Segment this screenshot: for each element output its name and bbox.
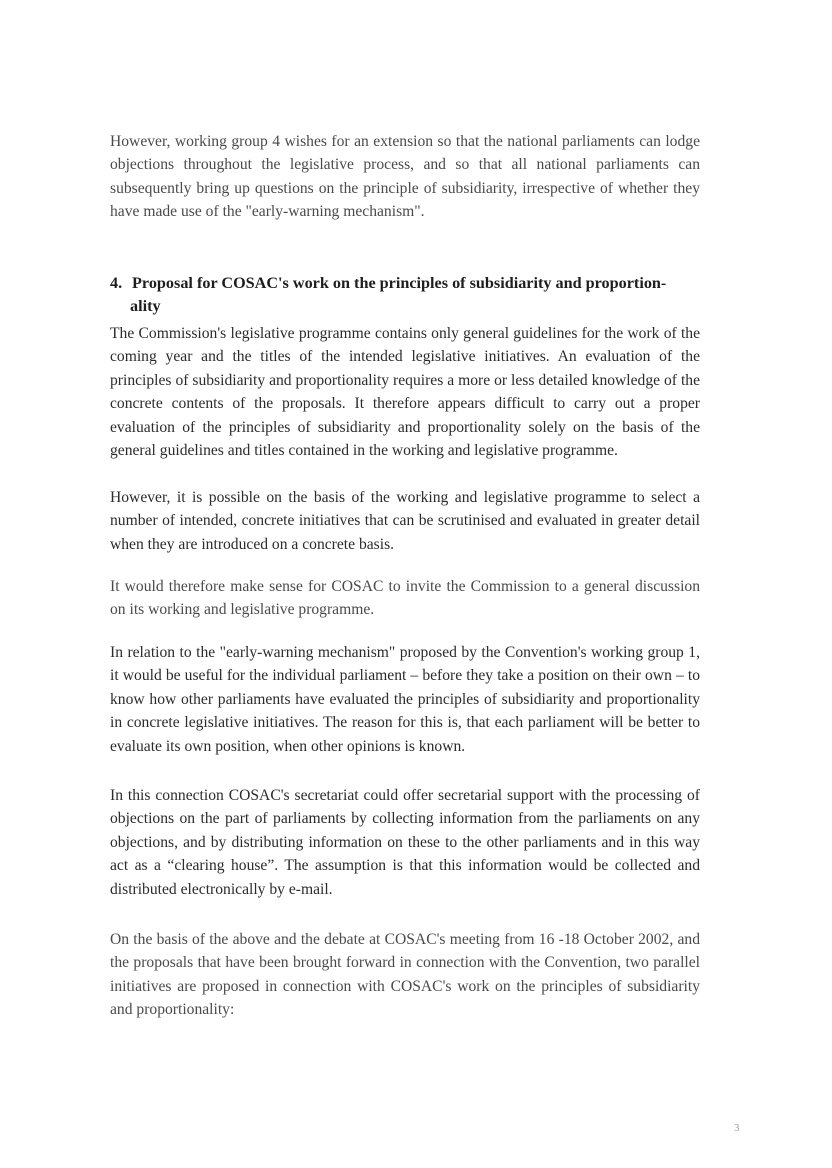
section-title-line1: Proposal for COSAC's work on the principles of subsidiarity and proportion-	[132, 274, 667, 292]
paragraph-legislative-programme: The Commission's legislative programme contains only general guidelines for the work of the coming year and the titles of the intended legislative initiatives. An evaluation of the principles of subsidiarity and proportionality requires a more or less detailed knowledge of the concrete contents of the proposals. It therefore appears difficult to carry out a proper evaluation of the principles of subsidiarity and proportionality solely on the basis of the general guidelines and titles contained in the working and legislative programme.	[110, 325, 700, 460]
paragraph-parallel-initiatives: On the basis of the above and the debate at COSAC's meeting from 16 -18 October 2002, and the proposals that have been brought forward in connection with the Convention, two parallel initiatives are proposed in connection with COSAC's work on the principles of subsidiarity and proportionality:	[110, 931, 700, 1019]
paragraph-clearing-house: In this connection COSAC's secretariat could offer secretarial support with the processing of objections on the part of parliaments by collecting information from the parliaments on any objections, and by distributing information on these to the other parliaments and in this way act as a “clearing house”. The assumption is that this information would be collected and distributed electronically by e-mail.	[110, 787, 700, 898]
paragraph-working-group-4: However, working group 4 wishes for an extension so that the national parliaments can lodge objections throughout the legislative process, and so that all national parliaments can subsequently bring up questions on the principle of subsidiarity, irrespective of whether they have made use of the "early-warning mechanism".	[110, 133, 700, 221]
paragraph-general-discussion: It would therefore make sense for COSAC to invite the Commission to a general discussion on its working and legislative programme.	[110, 578, 700, 619]
page-number: 3	[734, 1122, 740, 1134]
section-title-line2: ality	[130, 297, 161, 316]
paragraph-concrete-initiatives: However, it is possible on the basis of the working and legislative programme to select a number of intended, concrete initiatives that can be scrutinised and evaluated in greater detail when they are introduced on a concrete basis.	[110, 489, 700, 553]
section-number: 4.	[110, 274, 123, 292]
paragraph-early-warning-mechanism: In relation to the "early-warning mechanism" proposed by the Convention's working group 1, it would be useful for the individual parliament – before they take a position on their own – to know how other parliaments have evaluated the principles of subsidiarity and proportionality in concrete legislative initiatives. The reason for this is, that each parliament will be better to evaluate its own position, when other opinions is known.	[110, 644, 700, 755]
section-heading-4	[110, 272, 725, 319]
